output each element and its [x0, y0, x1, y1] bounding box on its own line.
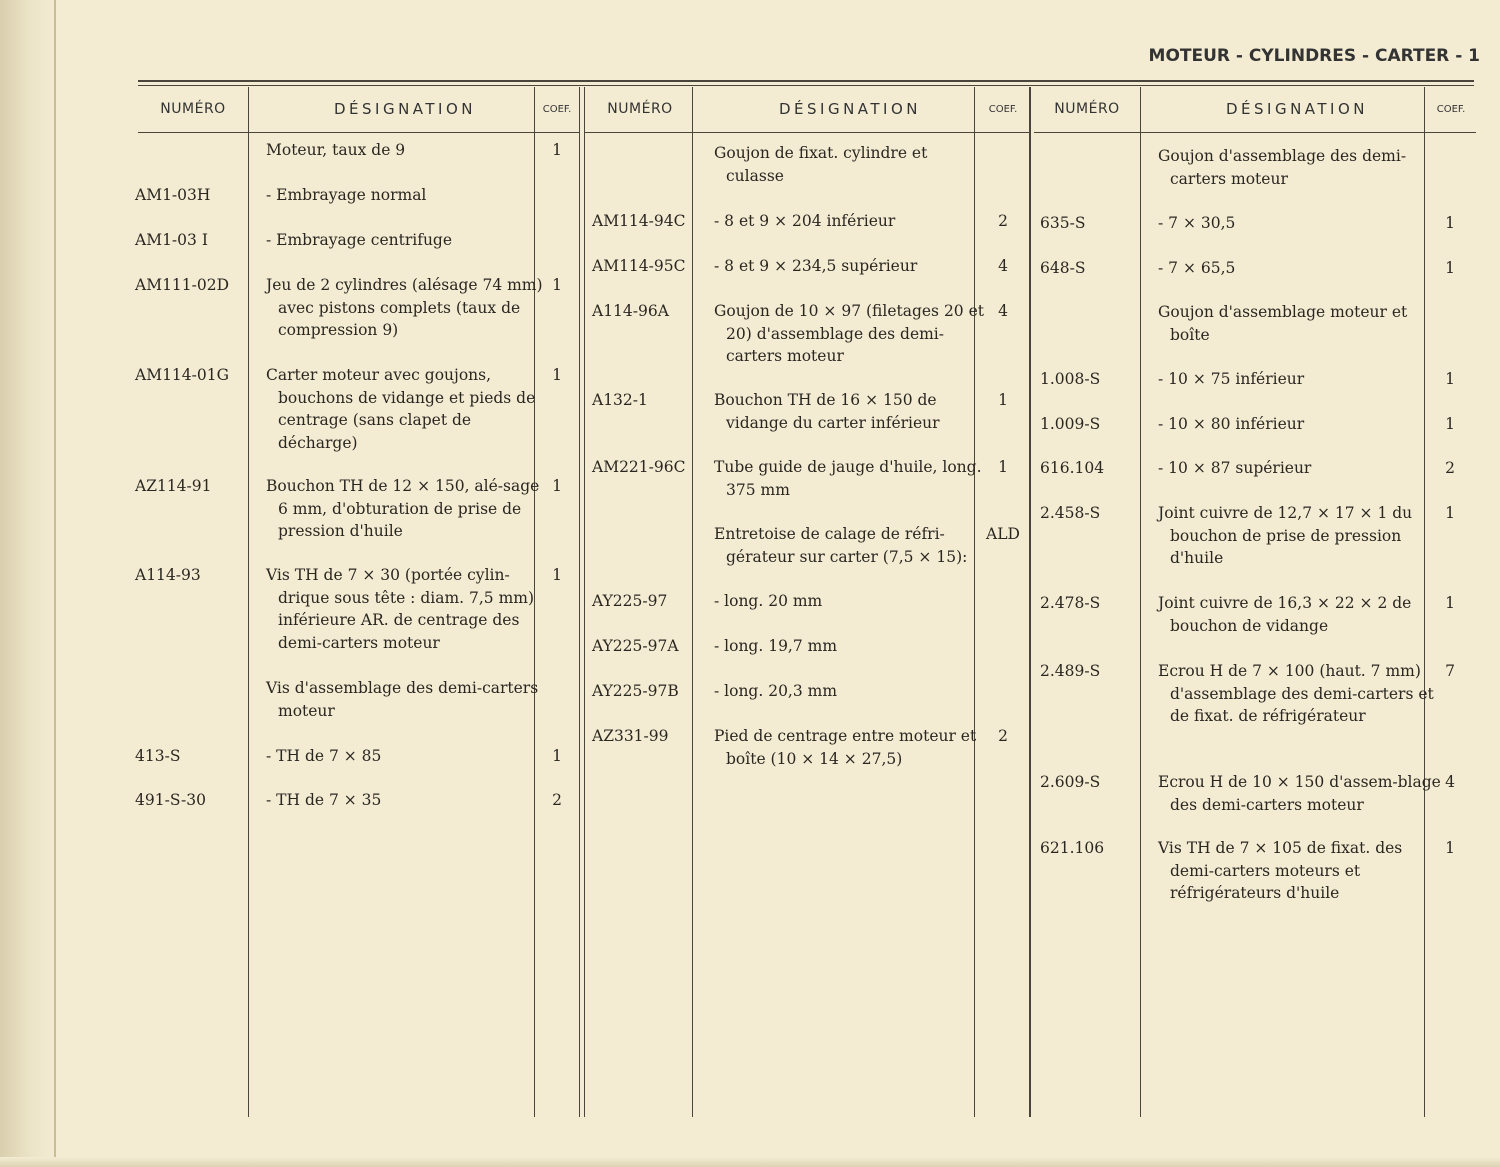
- part-number: A114-96A: [592, 302, 669, 320]
- part-coef: ALD: [986, 525, 1020, 543]
- part-number: AM114-94C: [592, 212, 686, 230]
- part-designation: Moteur, taux de 9: [266, 141, 406, 159]
- header-numero: NUMÉRO: [160, 101, 226, 117]
- part-coef: 1: [1445, 214, 1455, 232]
- part-designation: - TH de 7 × 85: [266, 747, 382, 765]
- part-designation: - TH de 7 × 35: [266, 791, 382, 809]
- part-designation: - 10 × 80 inférieur: [1158, 415, 1305, 433]
- part-designation: - 10 × 75 inférieur: [1158, 370, 1305, 388]
- part-number: 616.104: [1040, 459, 1105, 477]
- part-coef: 1: [552, 276, 562, 294]
- part-coef: 1: [1445, 259, 1455, 277]
- parts-table-block-2: [584, 87, 1030, 1117]
- part-coef: 1: [552, 566, 562, 584]
- top-rule-thin: [138, 85, 1474, 86]
- part-designation: Vis TH de 7 × 30 (portée cylin-drique sous tête : diam. 7,5 mm) inférieure AR. de centrage des demi-carters moteur: [266, 566, 535, 652]
- part-designation: Joint cuivre de 12,7 × 17 × 1 du bouchon de prise de pression d'huile: [1158, 504, 1413, 567]
- column-divider: [248, 87, 249, 1117]
- table-header: [584, 87, 1030, 133]
- column-divider: [1140, 87, 1141, 1117]
- parts-table-block-3: [1034, 87, 1476, 1117]
- running-head: MOTEUR - CYLINDRES - CARTER - 1: [1148, 46, 1480, 66]
- part-number: AY225-97: [592, 592, 668, 610]
- part-designation: Ecrou H de 7 × 100 (haut. 7 mm) d'assemblage des demi-carters et de fixat. de réfrigérateur: [1158, 662, 1434, 725]
- part-coef: 7: [1445, 662, 1455, 680]
- part-number: A132-1: [592, 391, 648, 409]
- part-coef: 1: [998, 391, 1008, 409]
- part-designation: Tube guide de jauge d'huile, long. 375 mm: [714, 458, 982, 499]
- part-number: 2.478-S: [1040, 594, 1101, 612]
- part-coef: 1: [552, 477, 562, 495]
- part-designation: - 10 × 87 supérieur: [1158, 459, 1312, 477]
- part-coef: 1: [1445, 504, 1455, 522]
- part-number: 2.609-S: [1040, 773, 1101, 791]
- part-designation: Carter moteur avec goujons, bouchons de vidange et pieds de centrage (sans clapet de décharge): [266, 366, 536, 452]
- part-number: 1.009-S: [1040, 415, 1101, 433]
- part-number: AM111-02D: [135, 276, 230, 294]
- part-number: 635-S: [1040, 214, 1086, 232]
- part-designation: Entretoise de calage de réfri-gérateur sur carter (7,5 × 15):: [714, 525, 968, 566]
- column-divider: [1030, 87, 1031, 1117]
- part-number: AZ331-99: [592, 727, 669, 745]
- header-coef: COEF.: [988, 104, 1018, 115]
- part-coef: 1: [1445, 415, 1455, 433]
- part-number: AM1-03 I: [135, 231, 208, 249]
- page-bottom-edge: [0, 1157, 1500, 1167]
- part-designation: Vis d'assemblage des demi-carters moteur: [266, 679, 539, 720]
- part-coef: 2: [998, 727, 1008, 745]
- part-designation: Pied de centrage entre moteur et boîte (10 × 14 × 27,5): [714, 727, 977, 768]
- part-designation: - long. 20,3 mm: [714, 682, 838, 700]
- part-designation: Bouchon TH de 16 × 150 de vidange du carter inférieur: [714, 391, 940, 432]
- page-fold-line: [54, 0, 56, 1167]
- part-number: 621.106: [1040, 839, 1105, 857]
- table-header: [1034, 87, 1476, 133]
- part-number: 413-S: [135, 747, 181, 765]
- part-designation: Jeu de 2 cylindres (alésage 74 mm) avec pistons complets (taux de compression 9): [266, 276, 543, 339]
- part-designation: Goujon de fixat. cylindre et culasse: [714, 144, 928, 185]
- part-designation: - 7 × 65,5: [1158, 259, 1236, 277]
- part-designation: Bouchon TH de 12 × 150, alé-sage 6 mm, d'obturation de prise de pression d'huile: [266, 477, 540, 540]
- part-coef: 1: [998, 458, 1008, 476]
- part-coef: 1: [552, 366, 562, 384]
- part-designation: - 8 et 9 × 204 inférieur: [714, 212, 896, 230]
- column-divider: [579, 87, 580, 1117]
- part-designation: - long. 20 mm: [714, 592, 823, 610]
- part-coef: 4: [998, 257, 1008, 275]
- part-designation: - long. 19,7 mm: [714, 637, 838, 655]
- part-number: AM1-03H: [135, 186, 211, 204]
- part-coef: 1: [552, 747, 562, 765]
- part-coef: 2: [552, 791, 562, 809]
- header-coef: COEF.: [1436, 104, 1466, 115]
- part-number: A114-93: [135, 566, 201, 584]
- part-designation: - 7 × 30,5: [1158, 214, 1236, 232]
- part-coef: 2: [1445, 459, 1455, 477]
- parts-table-block-1: [135, 87, 580, 1117]
- header-numero: NUMÉRO: [1054, 101, 1120, 117]
- part-coef: 1: [1445, 839, 1455, 857]
- part-number: 648-S: [1040, 259, 1086, 277]
- header-designation: DÉSIGNATION: [333, 100, 477, 118]
- part-coef: 1: [552, 141, 562, 159]
- part-coef: 2: [998, 212, 1008, 230]
- part-number: 1.008-S: [1040, 370, 1101, 388]
- part-coef: 4: [998, 302, 1008, 320]
- part-designation: Joint cuivre de 16,3 × 22 × 2 de bouchon de vidange: [1158, 594, 1412, 635]
- part-coef: 1: [1445, 370, 1455, 388]
- part-number: 491-S-30: [135, 791, 206, 809]
- part-number: AM114-95C: [592, 257, 686, 275]
- part-designation: - 8 et 9 × 234,5 supérieur: [714, 257, 918, 275]
- part-designation: Goujon de 10 × 97 (filetages 20 et 20) d'assemblage des demi-carters moteur: [714, 302, 984, 365]
- column-divider: [692, 87, 693, 1117]
- page-binding-edge: [0, 0, 58, 1167]
- part-number: 2.458-S: [1040, 504, 1101, 522]
- part-designation: - Embrayage normal: [266, 186, 427, 204]
- part-designation: - Embrayage centrifuge: [266, 231, 453, 249]
- header-designation: DÉSIGNATION: [1225, 100, 1369, 118]
- part-coef: 1: [1445, 594, 1455, 612]
- part-number: AZ114-91: [135, 477, 212, 495]
- part-designation: Ecrou H de 10 × 150 d'assem-blage des demi-carters moteur: [1158, 773, 1441, 814]
- header-numero: NUMÉRO: [607, 101, 673, 117]
- top-rule-thick: [138, 80, 1474, 82]
- part-designation: Vis TH de 7 × 105 de fixat. des demi-carters moteurs et réfrigérateurs d'huile: [1158, 839, 1403, 902]
- part-number: AY225-97B: [592, 682, 679, 700]
- part-designation: Goujon d'assemblage des demi-carters moteur: [1158, 147, 1407, 188]
- table-header: [138, 87, 580, 133]
- part-coef: 4: [1445, 773, 1455, 791]
- part-number: AM221-96C: [592, 458, 686, 476]
- column-divider: [584, 87, 585, 1117]
- part-number: 2.489-S: [1040, 662, 1101, 680]
- part-number: AY225-97A: [592, 637, 679, 655]
- header-designation: DÉSIGNATION: [778, 100, 922, 118]
- part-designation: Goujon d'assemblage moteur et boîte: [1158, 303, 1408, 344]
- header-coef: COEF.: [542, 104, 572, 115]
- part-number: AM114-01G: [135, 366, 229, 384]
